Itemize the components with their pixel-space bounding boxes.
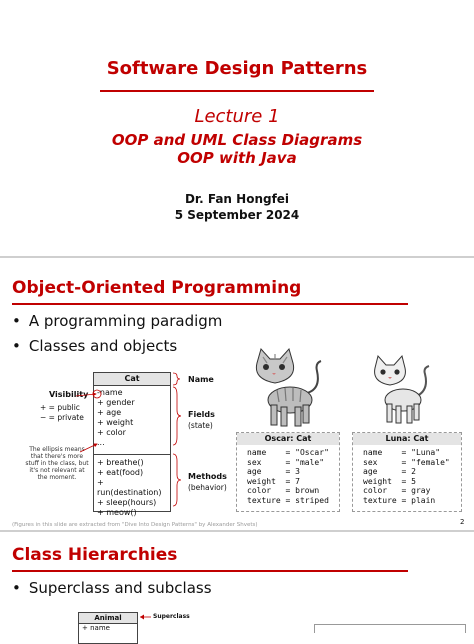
object-attribute: sex = "male" <box>247 457 325 467</box>
lecture-subtitle-1: OOP and UML Class Diagrams <box>111 131 363 149</box>
slide2-title: Object-Oriented Programming <box>12 278 302 298</box>
name-brace <box>173 373 180 385</box>
lecture-subtitle-2: OOP with Java <box>177 149 297 167</box>
uml-class-name: Animal <box>79 613 137 624</box>
bullet-item: • Classes and objects <box>12 337 178 355</box>
cat-oscar-illustration <box>245 345 325 430</box>
object-attribute: sex = "female" <box>363 457 450 467</box>
page-number: 2 <box>460 518 465 526</box>
ellipsis-note: The ellipsis means that there's more stuff in the class, but it's not relevant at the moment. <box>25 446 89 481</box>
uml-method: + sleep(hours) <box>97 498 157 507</box>
uml-label-name: Name <box>188 375 214 384</box>
object-attribute: weight = 7 <box>247 476 300 486</box>
object-attribute: age = 2 <box>363 467 416 476</box>
uml-label-methods: Methods <box>188 472 227 481</box>
title-rule <box>100 90 374 92</box>
uml-method: + breathe() <box>97 458 144 467</box>
bullet-item: • Superclass and subclass <box>12 579 212 597</box>
slide-divider <box>0 256 474 258</box>
uml-field: + weight <box>97 418 134 427</box>
object-attribute: name = "Luna" <box>363 448 441 457</box>
uml-class-animal <box>78 612 138 644</box>
object-attribute: age = 3 <box>247 467 300 476</box>
title-rule <box>12 570 408 572</box>
uml-class-name: Cat <box>94 373 170 386</box>
uml-method: + meow() <box>97 508 137 517</box>
figure-caption: (Figures in this slide are extracted from "Dive Into Design Patterns" by Alexander Shvets) <box>12 522 258 528</box>
slide3-title: Class Hierarchies <box>12 545 178 565</box>
superclass-label: Superclass <box>153 613 190 620</box>
uml-field: + gender <box>97 398 135 407</box>
uml-method: + run(destination) <box>97 478 162 497</box>
object-oscar <box>236 432 340 512</box>
uml-annotation-arrows <box>30 370 230 515</box>
uml-label-fields: Fields <box>188 410 215 419</box>
uml-field: + name <box>82 624 110 632</box>
superclass-arrow <box>138 613 152 621</box>
uml-label-methods-sub: (behavior) <box>188 483 227 492</box>
date: 5 September 2024 <box>174 208 300 222</box>
uml-field: + age <box>97 408 122 417</box>
object-luna <box>352 432 462 512</box>
visibility-public: + = public <box>40 403 80 412</box>
object-header: Luna: Cat <box>353 433 461 445</box>
uml-field: -name <box>97 388 123 397</box>
object-attribute: color = gray <box>363 486 431 495</box>
ellipsis-arrow <box>80 444 97 452</box>
object-attribute: name = "Oscar" <box>247 448 329 457</box>
uml-method: + eat(food) <box>97 468 144 477</box>
bullet-item: • A programming paradigm <box>12 312 223 330</box>
slide-divider <box>0 530 474 532</box>
slide1-title: Software Design Patterns <box>106 58 368 79</box>
title-rule <box>12 303 408 305</box>
visibility-private: − = private <box>40 413 84 422</box>
visibility-label: Visibility <box>49 390 89 399</box>
methods-brace <box>173 454 181 506</box>
uml-label-fields-sub: (state) <box>188 421 213 430</box>
object-attribute: weight = 5 <box>363 476 416 486</box>
object-header: Oscar: Cat <box>237 433 339 445</box>
object-attribute: texture = striped <box>247 495 329 505</box>
uml-field: ... <box>97 438 105 447</box>
object-attribute: color = brown <box>247 486 320 495</box>
author: Dr. Fan Hongfei <box>184 192 290 206</box>
lecture-number: Lecture 1 <box>194 106 280 127</box>
fields-brace <box>173 387 181 445</box>
cat-luna-illustration <box>365 352 435 427</box>
uml-field: + color <box>97 428 126 437</box>
object-attribute: texture = plain <box>363 495 436 505</box>
